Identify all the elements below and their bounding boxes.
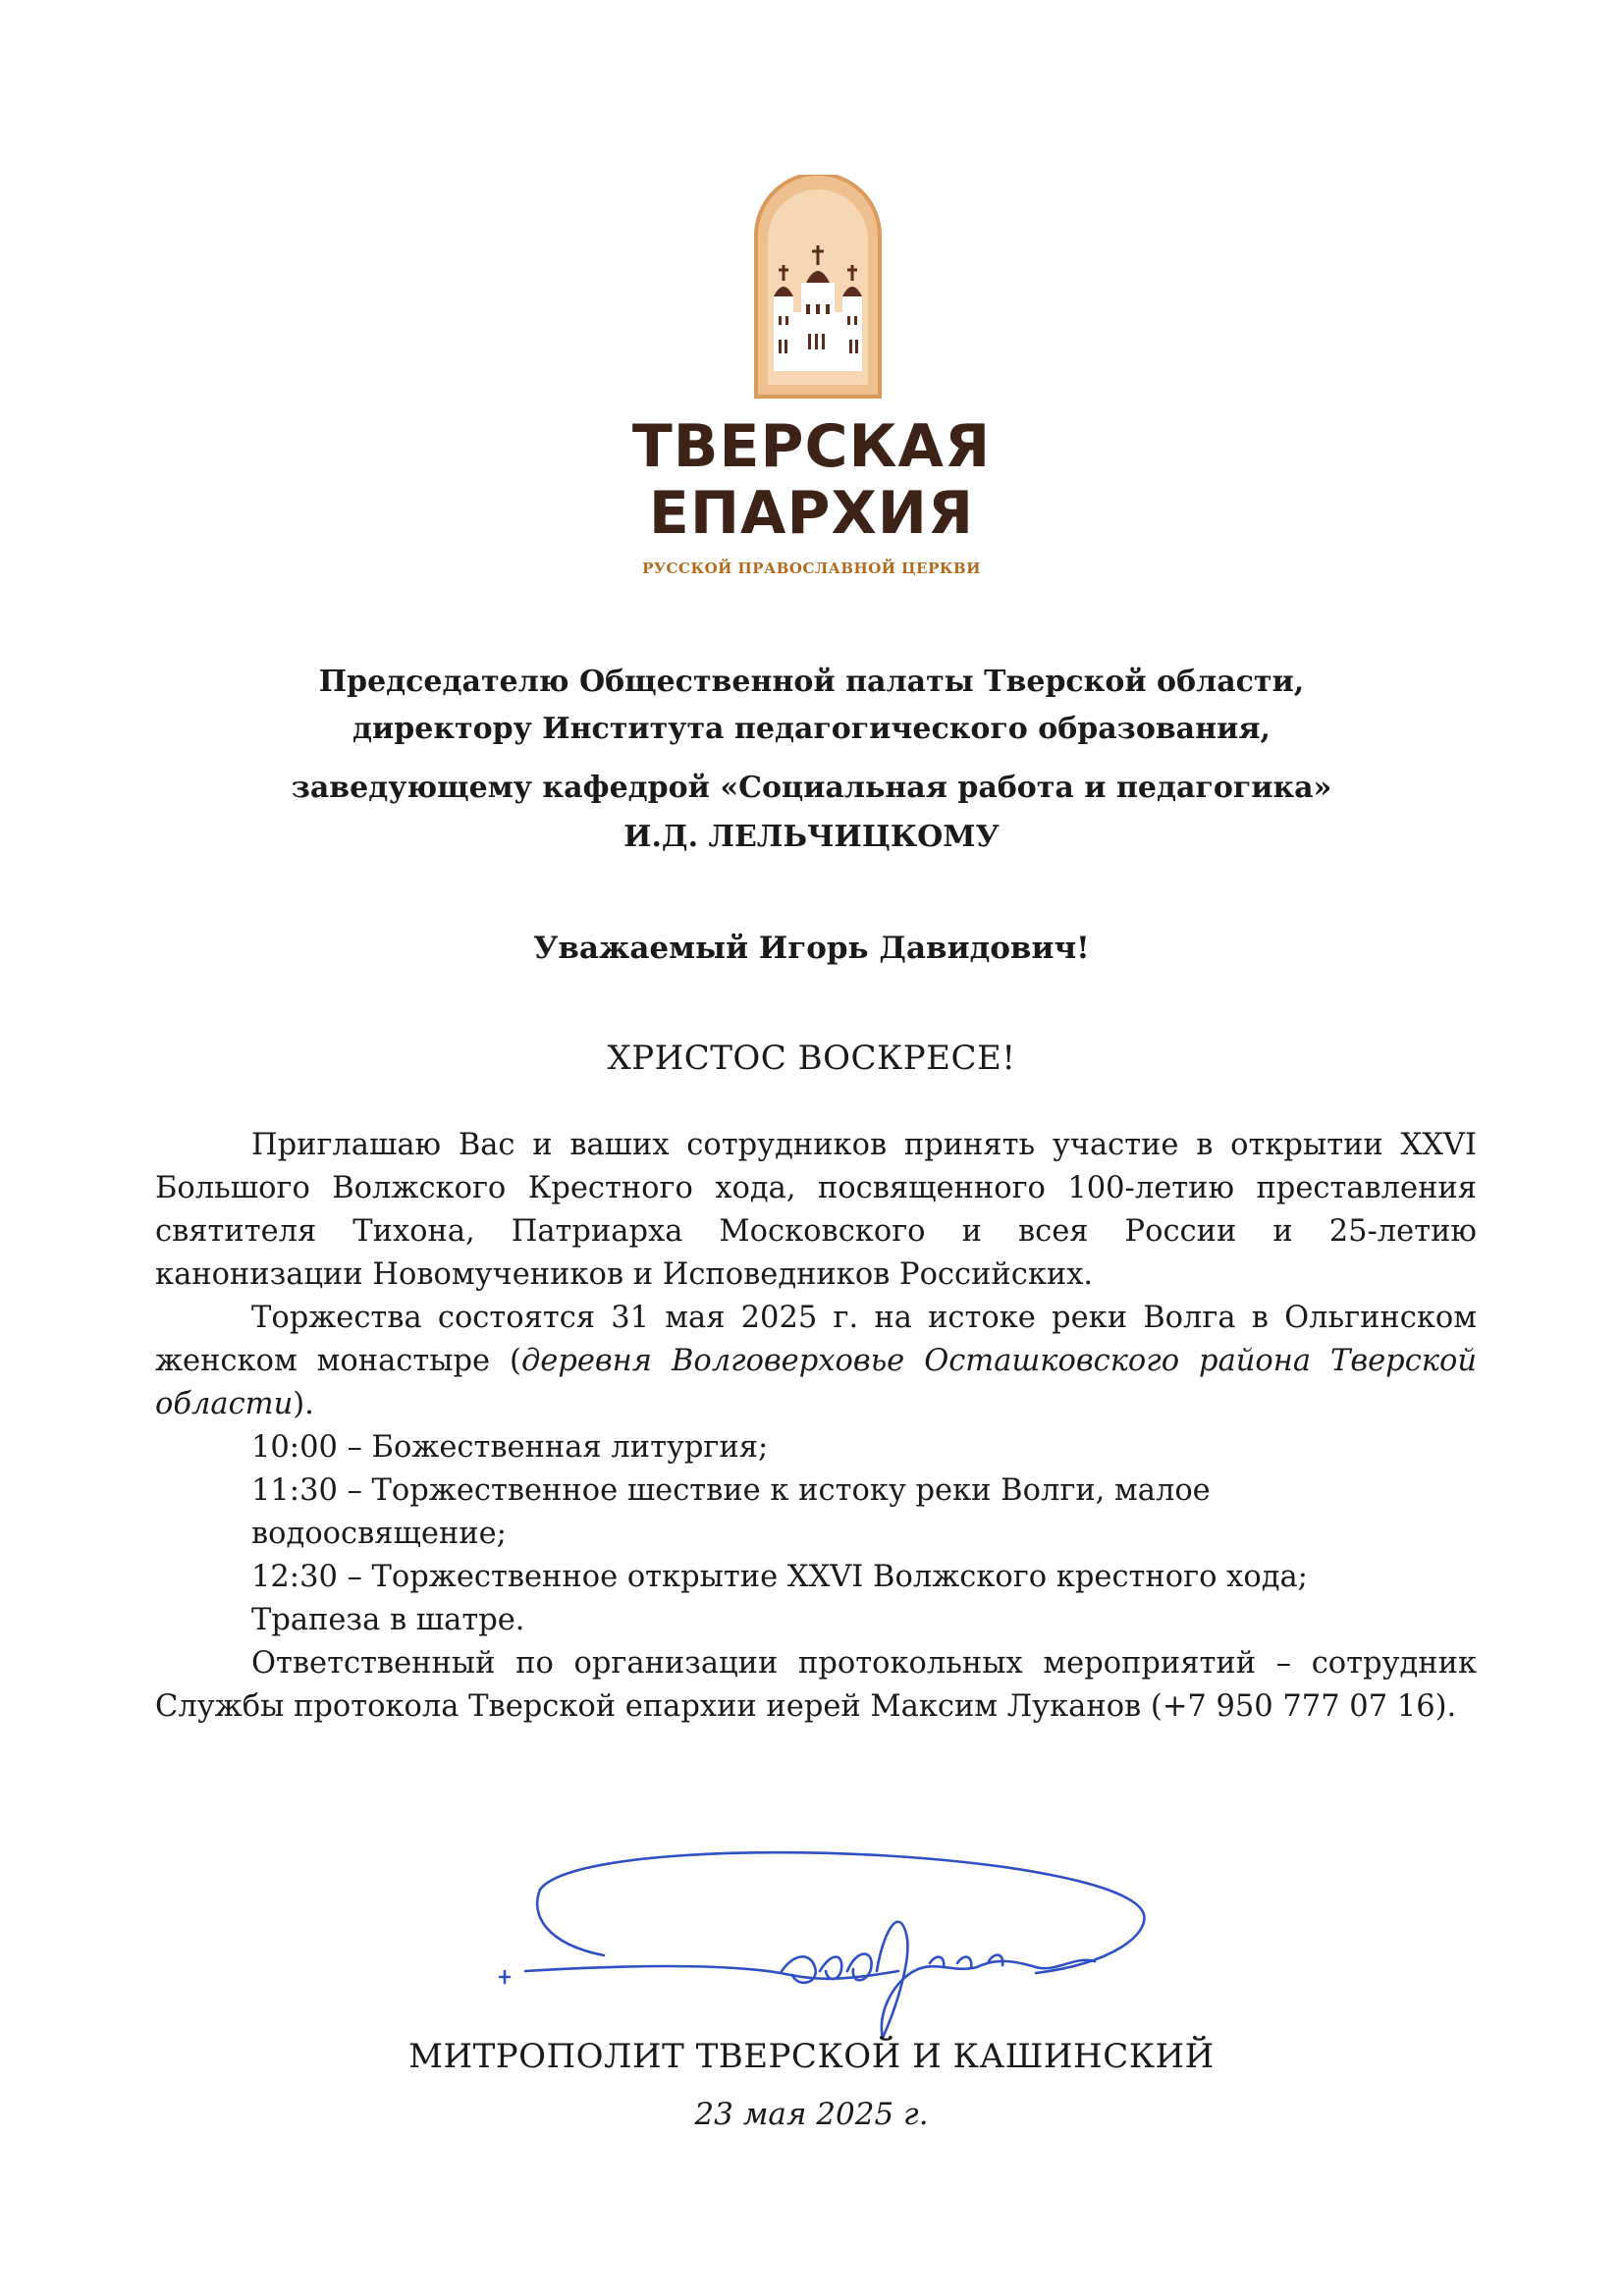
addressee-line3: заведующему кафедрой «Социальная работа и педагогика» xyxy=(291,771,1332,805)
schedule-item: 12:30 – Торжественное открытие XXVI Волжского крестного хода; xyxy=(251,1560,1308,1594)
addressee-line1: Председателю Общественной палаты Тверской области, xyxy=(318,665,1305,699)
greeting-heading: ХРИСТОС ВОСКРЕСЕ! xyxy=(607,1039,1016,1078)
schedule-item-continuation: водоосвящение; xyxy=(251,1517,507,1551)
letter-date: 23 мая 2025 г. xyxy=(694,2097,929,2132)
handwritten-signature xyxy=(486,1845,1154,2052)
letter-body xyxy=(155,1124,1477,1729)
letterhead-subtitle: РУССКОЙ ПРАВОСЛАВНОЙ ЦЕРКВИ xyxy=(642,560,981,577)
paragraph2-location: деревня Волговерховье Осташковского района Тверской области xyxy=(155,1344,1478,1421)
paragraph2-end: ). xyxy=(293,1387,314,1421)
body-paragraph-1: Приглашаю Вас и ваших сотрудников принять участие в открытии XXVI Большого Волжского Крестного хода, посвященного 100-летию преставления святителя Тихона, Патриарха Московского и всея России и 25-летию канонизации Новомучеников и Исповедников Российских. xyxy=(155,1128,1477,1292)
paragraph2-start: Торжества состоятся 31 мая 2025 г. на истоке реки Волга в Ольгинском женском монастыре ( xyxy=(155,1301,1477,1378)
schedule-item: Трапеза в шатре. xyxy=(251,1603,525,1637)
schedule-item: 11:30 – Торжественное шествие к истоку реки Волги, малое xyxy=(251,1473,1211,1508)
signer-title: МИТРОПОЛИТ ТВЕРСКОЙ И КАШИНСКИЙ xyxy=(408,2037,1215,2076)
schedule-item: 10:00 – Божественная литургия; xyxy=(251,1430,769,1465)
letterhead-title-line1: ТВЕРСКАЯ xyxy=(631,412,992,481)
addressee-line2: директору Института педагогического образования, xyxy=(352,712,1271,746)
salutation: Уважаемый Игорь Давидович! xyxy=(533,931,1090,966)
body-paragraph-2 xyxy=(155,1297,1477,1426)
eparchy-emblem-logo xyxy=(752,175,884,400)
body-paragraph-3: Ответственный по организации протокольных мероприятий – сотрудник Службы протокола Тверской епархии иерей Максим Луканов (+7 950 777 07 16). xyxy=(155,1646,1477,1724)
letterhead-title-line2: ЕПАРХИЯ xyxy=(648,479,975,548)
addressee-name: И.Д. ЛЕЛЬЧИЦКОМУ xyxy=(623,820,1000,854)
